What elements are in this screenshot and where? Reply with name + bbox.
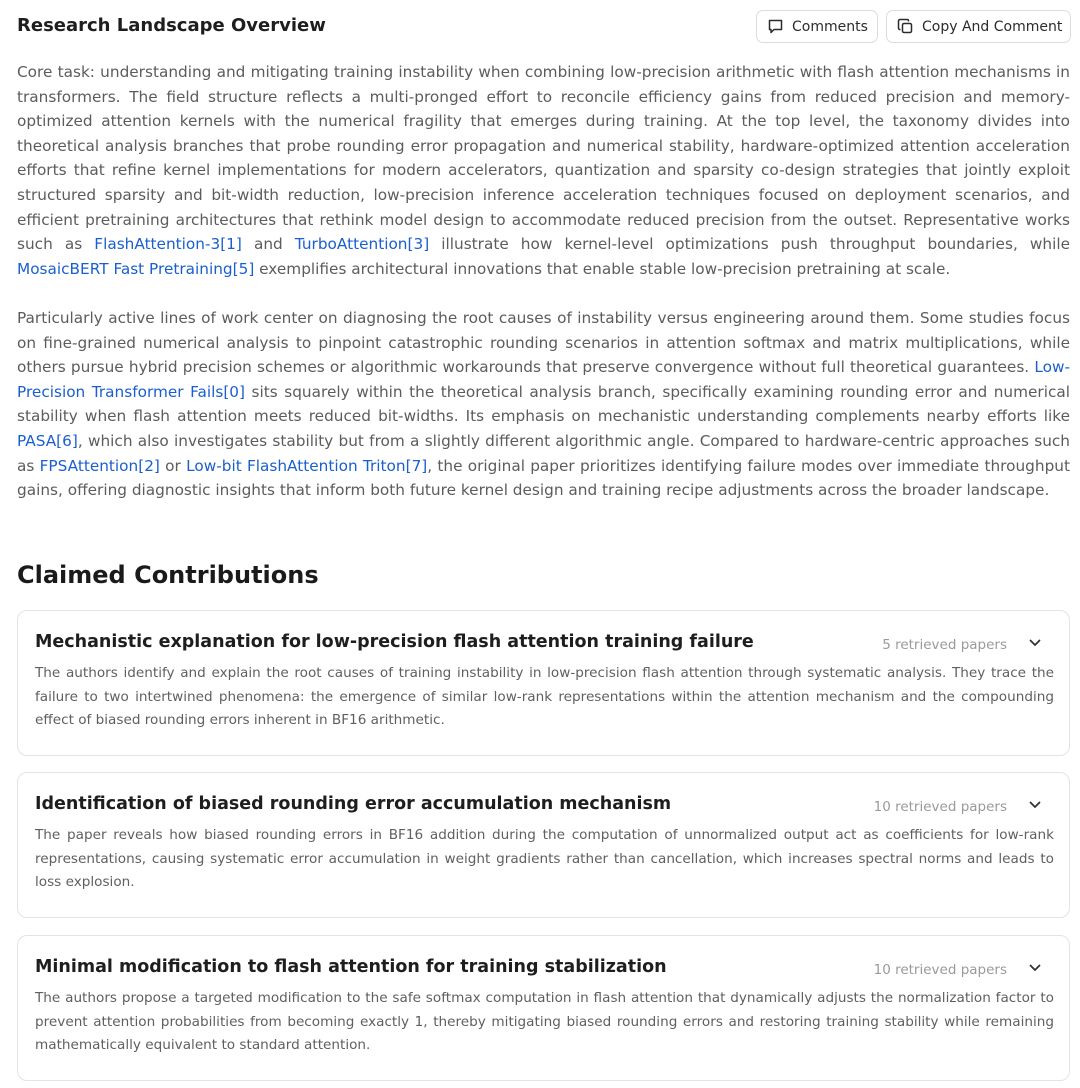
contribution-title: Minimal modification to flash attention for training stabilization [35, 957, 667, 977]
overview-paragraph-2 [17, 306, 1070, 503]
comments-button-label: Comments [792, 18, 868, 35]
contribution-title: Mechanistic explanation for low-precision flash attention training failure [35, 632, 754, 652]
retrieved-papers-count: 10 retrieved papers [873, 962, 1007, 978]
chevron-down-icon[interactable] [1029, 964, 1041, 972]
contribution-card[interactable] [17, 610, 1070, 756]
overview-text: Particularly active lines of work center on diagnosing the root causes of instability versus engineering around them. Some studies focus on fine-grained numerical analysis to pinpoint catastrophic rounding scenarios in attention softmax and matrix multiplications, while others pursue hybrid precision schemes or algorithmic workarounds that preserve convergence without full theoretical guarantees. [17, 309, 1070, 377]
overview-text: sits squarely within the theoretical analysis branch, specifically examining rounding error and numerical stability when flash attention meets reduced bit-widths. Its emphasis on mechanistic understanding complements nearby efforts like [17, 382, 1070, 426]
citation-link[interactable]: MosaicBERT Fast Pretraining[5] [17, 259, 255, 278]
retrieved-papers-count: 5 retrieved papers [882, 637, 1007, 653]
contribution-description: The authors propose a targeted modification to the safe softmax computation in flash attention that dynamically adjusts the normalization factor to prevent attention probabilities from becoming exactly 1, thereby mitigating biased rounding errors and restoring training stability while remaining mathematically equivalent to standard attention. [35, 990, 1054, 1053]
header [17, 10, 1071, 44]
chevron-down-icon[interactable] [1029, 801, 1041, 809]
citation-link[interactable]: PASA[6] [17, 431, 78, 450]
retrieved-papers-count: 10 retrieved papers [873, 799, 1007, 815]
overview-text: exemplifies architectural innovations that enable stable low-precision pretraining at scale. [254, 259, 951, 278]
copy-icon [897, 18, 914, 35]
contribution-title: Identification of biased rounding error accumulation mechanism [35, 794, 672, 814]
overview-text: , which also investigates stability but from a slightly different algorithmic angle. Compared to hardware-centric approaches such as [17, 431, 1070, 475]
copy-and-comment-label: Copy And Comment [922, 18, 1063, 35]
overview-paragraph-1 [17, 60, 1070, 281]
citation-link[interactable]: TurboAttention[3] [294, 235, 430, 254]
overview-text: or [159, 456, 187, 475]
citation-link[interactable]: Low-bit FlashAttention Triton[7] [186, 456, 428, 475]
contribution-description: The paper reveals how biased rounding errors in BF16 addition during the computation of unnormalized output act as coefficients for low-rank representations, causing systematic error accumulation in weight gradients rather than cancellation, which increases spectral norms and leads to loss explosion. [35, 827, 1054, 890]
overview-text: and [241, 235, 295, 254]
page-title: Research Landscape Overview [17, 15, 326, 36]
comment-icon [767, 18, 784, 35]
chevron-down-icon[interactable] [1029, 639, 1041, 647]
contribution-card[interactable] [17, 935, 1070, 1081]
citation-link[interactable]: FPSAttention[2] [39, 456, 160, 475]
overview-text: , the original paper prioritizes identifying failure modes over immediate throughput gains, offering diagnostic insights that inform both future kernel design and training recipe adjustments across the broader landscape. [17, 456, 1070, 500]
contribution-description: The authors identify and explain the root causes of training instability in low-precision flash attention through systematic analysis. They trace the failure to two intertwined phenomena: the emergence of similar low-rank representations within the attention mechanism and the compounding effect of biased rounding errors inherent in BF16 arithmetic. [35, 665, 1054, 728]
comments-button[interactable] [756, 10, 878, 43]
contribution-card[interactable] [17, 772, 1070, 918]
section-title: Claimed Contributions [17, 561, 319, 589]
overview-text: illustrate how kernel-level optimizations push throughput boundaries, while [429, 235, 1070, 254]
citation-link[interactable]: Low-Precision Transformer Fails[0] [17, 358, 1070, 401]
copy-and-comment-button[interactable] [886, 10, 1071, 43]
citation-link[interactable]: FlashAttention-3[1] [94, 235, 242, 254]
overview-text: Core task: understanding and mitigating training instability when combining low-precision arithmetic with flash attention mechanisms in transformers. The field structure reflects a multi-pronged effort to reconcile efficiency gains from reduced precision and memory-optimized attention kernels with the numerical fragility that emerges during training. At the top level, the taxonomy divides into theoretical analysis branches that probe rounding error propagation and numerical stability, hardware-optimized attention acceleration efforts that refine kernel implementations for modern accelerators, quantization and sparsity co-design strategies that jointly exploit structured sparsity and bit-width reduction, low-precision inference acceleration techniques focused on deployment scenarios, and efficient pretraining architectures that rethink model design to accommodate reduced precision from the outset. Representative works such as [17, 63, 1070, 254]
